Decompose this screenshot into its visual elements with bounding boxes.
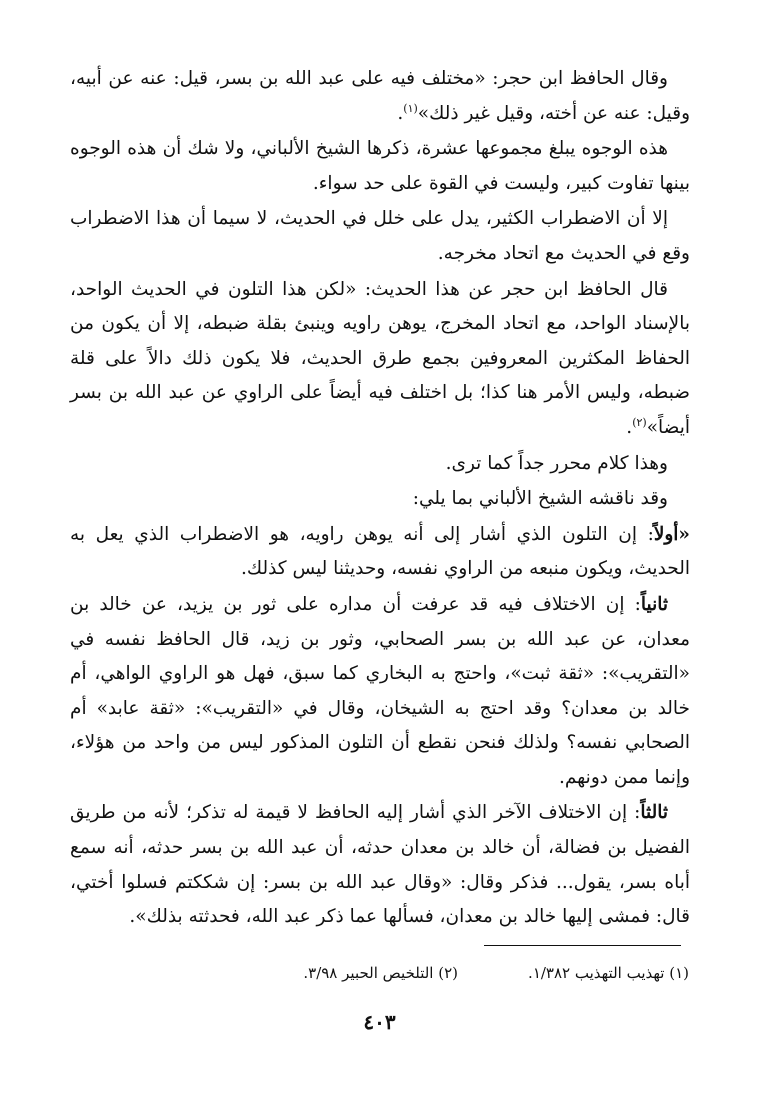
paragraph: [70, 796, 690, 934]
bold-lead: ثانياً: [640, 593, 668, 615]
paragraph: [70, 273, 690, 446]
text-segment: .: [397, 102, 404, 124]
page-body: [70, 62, 690, 936]
page-number: ٤٠٣: [363, 1010, 396, 1034]
text-segment: إلا أن الاضطراب الكثير، يدل على خلل في الحديث، لا سيما أن هذا الاضطراب وقع في الحديث مع اتحاد مخرجه.: [70, 208, 690, 264]
footnote-separator: [484, 945, 681, 946]
paragraph: [70, 447, 690, 482]
paragraph: [70, 202, 690, 271]
footnote-marker: (١): [403, 101, 418, 115]
paragraph: [70, 518, 690, 587]
text-segment: وقال الحافظ ابن حجر: «مختلف فيه على عبد الله بن بسر، قيل: عنه عن أبيه، وقيل: عنه عن أخته، وقيل غير ذلك»: [70, 68, 690, 124]
text-segment: وهذا كلام محرر جداً كما ترى.: [445, 452, 668, 474]
text-segment: وقد ناقشه الشيخ الألباني بما يلي:: [412, 488, 668, 510]
text-segment: : إن الاختلاف فيه قد عرفت أن مداره على ثور بن يزيد، عن خالد بن معدان، عن عبد الله بن بسر الصحابي، وثور بن زيد، قال الحافظ نفسه في «التقريب»: «ثقة ثبت»، واحتج به البخاري كما سبق، فهل هو الراوي الواهي، أم خالد بن معدان؟ وقد احتج به الشيخان، وقال في «التقريب»: «ثقة عابد» أم الصحابي نفسه؟ ولذلك فنحن نقطع أن التلون المذكور ليس من واحد من هؤلاء، وإنما ممن دونهم.: [70, 593, 690, 788]
paragraph: [70, 482, 690, 517]
footnote-marker: (٢): [632, 415, 647, 429]
footnote-2: (٢) التلخيص الحبير ٣/٩٨.: [303, 964, 459, 982]
text-segment: : إن التلون الذي أشار إلى أنه يوهن راويه، هو الاضطراب الذي يعل به الحديث، ويكون منبعه من الراوي نفسه، وحديثنا ليس كذلك.: [70, 523, 690, 580]
paragraph: [70, 588, 690, 796]
footnote-1: (١) تهذيب التهذيب ١/٣٨٢.: [528, 964, 689, 982]
bold-lead: «أولاً: [653, 523, 690, 545]
text-segment: : إن الاختلاف الآخر الذي أشار إليه الحافظ لا قيمة له تذكر؛ لأنه من طريق الفضيل بن فضالة، أن خالد بن معدان حدثه، أن عبد الله بن بسر حدثه، أنه سمع أباه بسر، يقول... فذكر وقال: «وقال عبد الله بن بسر: إن شككتم فسلوا أختي، قال: فمشى إليها خالد بن معدان، فسألها عما ذكر عبد الله، فحدثته بذلك».: [70, 802, 690, 928]
bold-lead: ثالثاً: [640, 802, 668, 824]
paragraph: [70, 132, 690, 201]
text-segment: .: [626, 416, 633, 438]
text-segment: قال الحافظ ابن حجر عن هذا الحديث: «لكن هذا التلون في الحديث الواحد، بالإسناد الواحد، مع اتحاد المخرج، يوهن راويه وينبئ بقلة ضبطه، إلا أن يكون من الحفاظ المكثرين المعروفين بجمع طرق الحديث، فلا يكون ذلك دالاً على قلة ضبطه، وليس الأمر هنا كذا؛ بل اختلف فيه أيضاً على الراوي عن عبد الله بن بسر أيضاً»: [70, 278, 690, 438]
paragraph: [70, 62, 690, 131]
footnotes: [69, 962, 689, 984]
text-segment: هذه الوجوه يبلغ مجموعها عشرة، ذكرها الشيخ الألباني، ولا شك أن هذه الوجوه بينها تفاوت كبير، وليست في القوة على حد سواء.: [70, 138, 690, 194]
